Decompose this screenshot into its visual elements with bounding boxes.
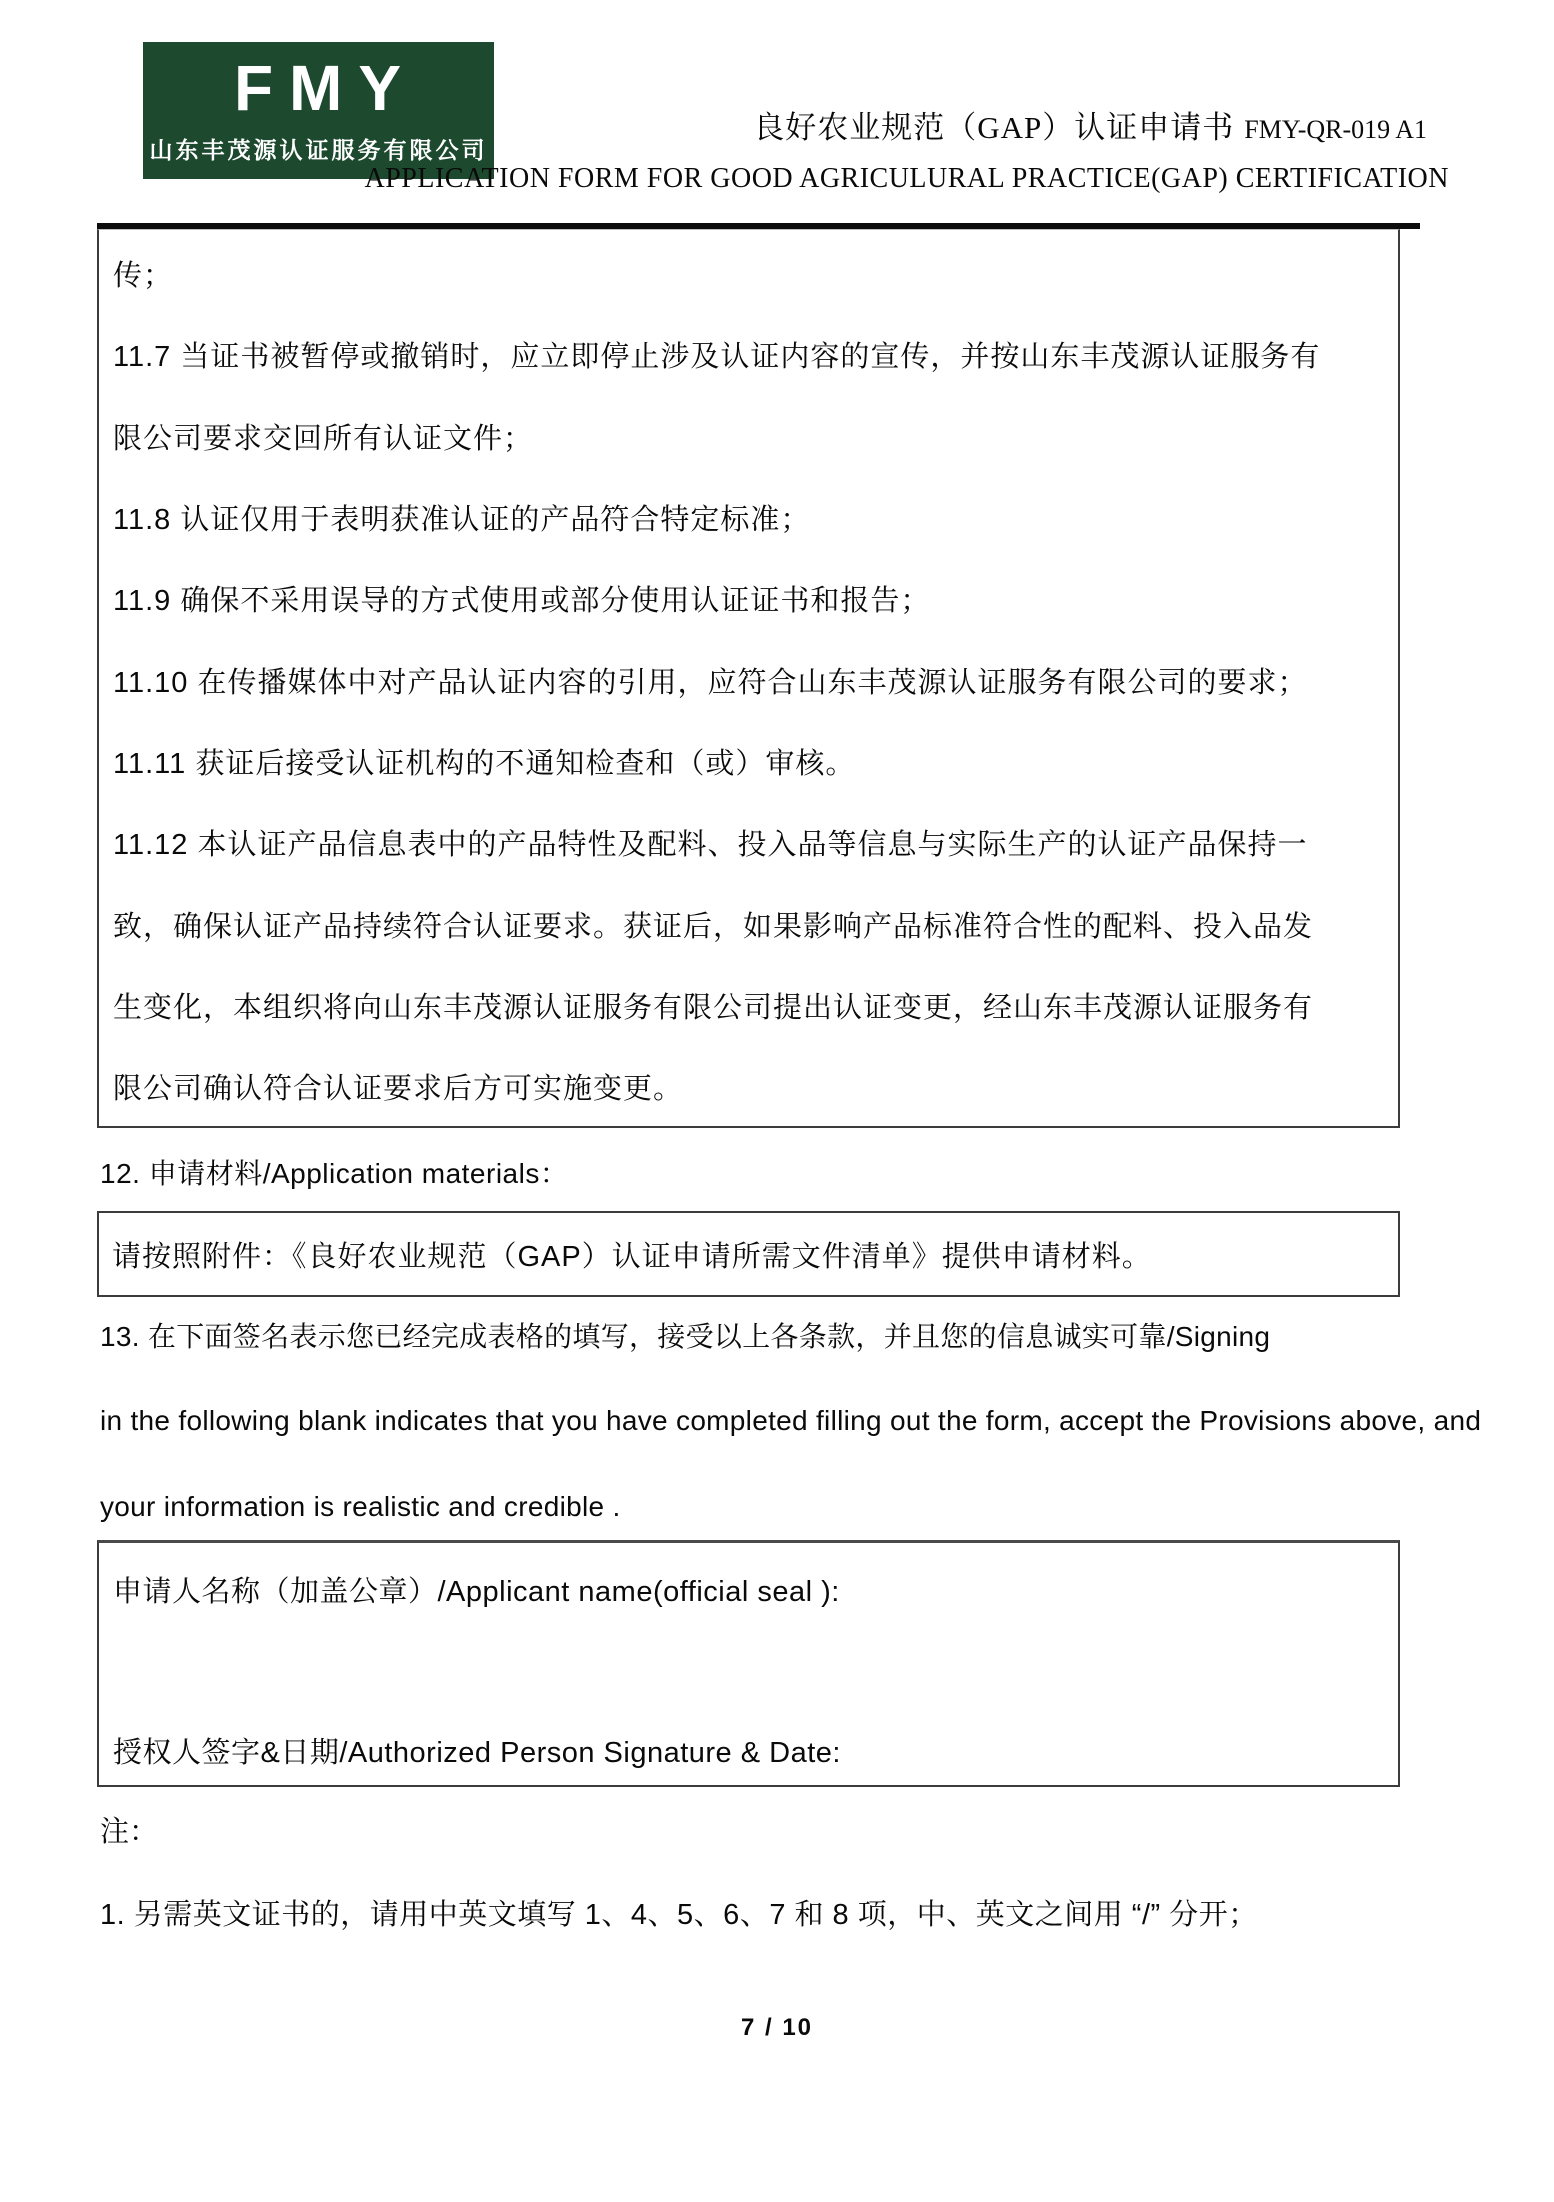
document-title-cn: 良好农业规范（GAP）认证申请书 bbox=[753, 110, 1235, 145]
signature-box bbox=[97, 1540, 1400, 1787]
provision-line: 11.7 当证书被暂停或撤销时，应立即停止涉及认证内容的宣传，并按山东丰茂源认证服务有 bbox=[113, 341, 1321, 374]
document-code: FMY-QR-019 A1 bbox=[1244, 115, 1427, 144]
provision-line: 限公司要求交回所有认证文件； bbox=[113, 422, 534, 455]
section-12-heading: 12. 申请材料/Application materials： bbox=[100, 1158, 569, 1189]
provision-line: 生变化，本组织将向山东丰茂源认证服务有限公司提出认证变更，经山东丰茂源认证服务有 bbox=[113, 991, 1314, 1024]
company-logo bbox=[143, 42, 494, 179]
provision-line: 11.8 认证仅用于表明获准认证的产品符合特定标准； bbox=[113, 504, 811, 537]
section-13-paragraph bbox=[100, 1292, 1482, 1550]
provisions-box bbox=[97, 229, 1400, 1128]
applicant-name-label: 申请人名称（加盖公章）/Applicant name(official seal ): bbox=[113, 1576, 840, 1608]
logo-fmy-wordmark: FMY bbox=[233, 52, 418, 124]
authorized-signature-label: 授权人签字&日期/Authorized Person Signature & Date: bbox=[113, 1737, 841, 1769]
provision-line: 传； bbox=[113, 260, 174, 293]
document-title-en: APPLICATION FORM FOR GOOD AGRICULURAL PRACTICE(GAP) CERTIFICATION bbox=[364, 163, 1449, 194]
application-materials-text: 请按照附件：《良好农业规范（GAP）认证申请所需文件清单》提供申请材料。 bbox=[112, 1240, 1152, 1273]
provision-line: 11.11 获证后接受认证机构的不通知检查和（或）审核。 bbox=[113, 747, 856, 780]
notes-heading: 注： bbox=[100, 1816, 159, 1848]
provision-line: 11.10 在传播媒体中对产品认证内容的引用，应符合山东丰茂源认证服务有限公司的要求； bbox=[113, 666, 1308, 699]
section-13-line: your information is realistic and credible . bbox=[100, 1491, 621, 1522]
section-13-line: in the following blank indicates that you have completed filling out the form, accept the Provisions above, and bbox=[100, 1405, 1482, 1436]
page-number: 7 / 10 bbox=[740, 2014, 814, 2041]
provision-line: 11.12 本认证产品信息表中的产品特性及配料、投入品等信息与实际生产的认证产品保持一 bbox=[113, 829, 1308, 862]
provision-line: 致，确保认证产品持续符合认证要求。获证后，如果影响产品标准符合性的配料、投入品发 bbox=[113, 910, 1314, 943]
logo-company-name: 山东丰茂源认证服务有限公司 bbox=[149, 137, 488, 163]
note-item-1: 1. 另需英文证书的，请用中英文填写 1、4、5、6、7 和 8 项，中、英文之间用 “/” 分开； bbox=[100, 1899, 1258, 1931]
application-materials-box bbox=[97, 1211, 1400, 1297]
section-13-line: 13. 在下面签名表示您已经完成表格的填写，接受以上各条款，并且您的信息诚实可靠/Signing bbox=[100, 1321, 1271, 1352]
document-title-line bbox=[753, 102, 1427, 147]
provision-line: 限公司确认符合认证要求后方可实施变更。 bbox=[113, 1073, 684, 1106]
provision-line: 11.9 确保不采用误导的方式使用或部分使用认证证书和报告； bbox=[113, 585, 931, 618]
